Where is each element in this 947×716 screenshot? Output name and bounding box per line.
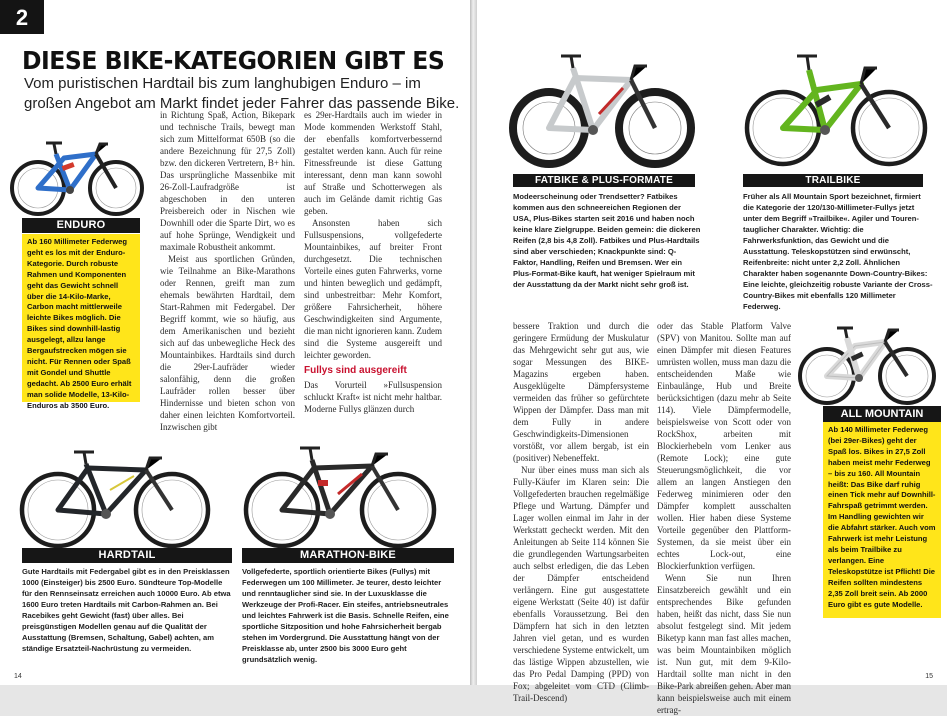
fullys-paragraph: Das Vorurteil »Fullsuspension schluckt Kraft« ist nicht mehr haltbar. Moderne Fullys glänzen durch <box>304 380 442 414</box>
left-column-2 <box>304 109 442 415</box>
enduro-info-box: Ab 160 Millimeter Federweg geht es los mit der Enduro-Kategorie. Durch robuste Rahmen und Komponenten geht das Gewicht schnell über die 14-Kilo-Marke, Carbon macht mittlerweile leichte Bikes möglich. Die Bikes sind downhill-lastig ausgelegt, allzu lange Bergaufstrecken mögen sie nicht. Für Rennen oder Spaß mit Gondel und Shuttle gedacht. Ab 2500 Euro erhält man solide Modelle, 13-Kilo-Enduros ab 3500 Euro. <box>22 234 140 402</box>
allmountain-info-box: Ab 140 Millimeter Federweg (bei 29er-Bikes) geht der Spaß los. Bikes in 27,5 Zoll haben meist mehr Federweg – bis zu 160. All Mountain heißt: Das Bike darf ruhig einen Tick mehr auf Downhill-Fahrspaß getrimmt werden. Im Handling gewichten wir die Abfahrt stärker. Auch vom Fahrwerk ist mehr Leistung als beim Trailbike zu verlangen. Eine Teleskopstütze ist Pflicht! Die Reifen sollten mindestens 2,35 Zoll breit sein. Ab 2000 Euro gibt es gute Modelle. <box>823 422 941 618</box>
right-column-1 <box>513 320 649 704</box>
right-column-2 <box>657 320 791 716</box>
hardtail-description: Gute Hardtails mit Federgabel gibt es in den Preisklassen 1000 (Einsteiger) bis 2500 Euro. Sündteure Top-Modelle für den Rennseinsatz erreichen auch 10000 Euro. Ab etwa 1600 Euro treten Hardtails mit Carbon-Rahmen an. Bei Racebikes geht Gewicht (fast) über alles. Bei preisgünstigen Modellen genau auf die Qualität der Ausstattung (Bremsen, Schaltung, Gabel) achten, am ständige Ersatzteil-Nachrüstung zu vermeiden. <box>22 567 231 653</box>
fullys-subhead: Fullys sind ausgereift <box>304 365 407 376</box>
page-number-left: 14 <box>14 673 22 680</box>
allmountain-bike-image <box>797 316 937 408</box>
right-page <box>477 0 947 715</box>
right-col2-paragraph: Wenn Sie nun Ihren Einsatzbereich gewählt und ein entsprechendes Bike gefunden haben, heißt das nicht, dass Sie nun absolut festgelegt sind. Mit jedem Biketyp kann man fast alles machen, was beim Mountainbiken möglich ist. Nun gut, mit dem 9-Kilo-Hardtail sollte man nicht in den Bike-Park abreißen gehen. Aber man kann beispielsweise auch mit einem ertrag- <box>657 573 791 715</box>
left-col2-paragraph: es 29er-Hardtails auch im wieder in Mode kommenden Werkstoff Stahl, der ebenfalls komfortverbessernd gestaltet werden kann. Auch für reine Fitnessfreunde ist diese Gattung interessant, denn man kann sowohl auf Straße und Schotterwegen als auch im Gelände damit richtig Gas geben. <box>304 110 442 216</box>
fatbike-description: Modeerscheinung oder Trendsetter? Fatbikes kommen aus den schneereichen Regionen der USA, Plus-Bikes starten seit 2016 und haben noch keine klare Zielgruppe. Beiden gemein: die dickeren Reifen (2,8 bis 4,8 Zoll). Fatbikes und Plus-Hardtails sind aber verschieden; Knackpunkte sind: Q-Faktor, Handling, Reifen und Bremsen. Wer ein Plus-Format-Bike kauft, hat weniger Spielraum mit der Ausstattung da der Markt nicht sehr groß ist. <box>513 192 701 289</box>
fatbike-bike-image <box>509 44 695 170</box>
trailbike-bike-image <box>743 44 929 170</box>
enduro-title: ENDURO <box>22 218 140 233</box>
trailbike-title: TRAILBIKE <box>743 174 923 187</box>
right-col2-paragraph: oder das Stable Platform Valve (SPV) von Manitou. Sollte man auf einen Dämpfer mit diesen Features umrüsten wollen, muss man dazu die entscheidenden Maße wie Einbaulänge, Hub und Breite berücksichtigen (dazu mehr ab Seite 114). Viele Dämpfermodelle, beispielsweise von Scott oder von RockShox, arbeiten mit Blockierhebeln vom Lenker aus (Remote Lock); eine gute Steuerungsmöglichkeit, die vor allem an langen Anstiegen den Federweg minimieren oder den Dämpfer komplett ausschalten wollen. Hier haben diese Systeme Vorteile gegenüber den Plattform-Systemen, da sie meist über ein echtes Lock-out, eine Blockierfunktion verfügen. <box>657 321 791 571</box>
fatbike-title: FATBIKE & PLUS-FORMATE <box>513 174 695 187</box>
left-page <box>0 0 470 685</box>
left-col1-paragraph: in Richtung Spaß, Action, Bikepark und technische Trails, bewegt man sich zum Mittelformat 650B (so die andere Bezeichnung für 27,5 Zoll) bzw. den dickeren Vertretern, B+ hin. Das ursprüngliche Massenbike mit 26-Zoll-Laufradgröße ist abgeschoben in den unteren Preisbereich oder in Nischen wie Downhill oder die Sparte Dirt, wo es auf hohe Sprünge, Wendigkeit und maximale Robustheit ankommt. <box>160 110 295 252</box>
trailbike-description: Früher als All Mountain Sport bezeichnet, firmiert die Kategorie der 120/130-Millimeter-Fullys jetzt unter dem Begriff »Trailbike«. Agiler und Touren-tauglicher Charakter. Wichtig: die Fahrwerksfunktion, das Gewicht und die Ausstattung. Teleskopstützen sind erwünscht, Reifenbreite: nicht unter 2,2 Zoll. Ähnlichen Charakter haben sogenannte Down-Country-Bikes: Eine leichte, gleichzeitig robuste Variante der Cross-Country-Bikes mit ebenfalls 120 Millimeter Federweg. <box>743 192 933 311</box>
spine-gutter <box>470 0 477 685</box>
left-column-1 <box>160 109 295 433</box>
section-number: 2 <box>0 0 44 34</box>
allmountain-title: ALL MOUNTAIN <box>823 406 941 422</box>
page-number-right: 15 <box>925 673 933 680</box>
right-col1-paragraph: bessere Traktion und durch die geringere Ermüdung der Muskulatur das Mehrgewicht sehr gut aus, wie sogar Messungen des BIKE-Magazins ergeben haben. Ausgeklügelte Dämpfersysteme vermeiden das früher so gefürchtete Wippen der Dämpfer. Dass man mit dem Fully in andere Geschwindigkeits-Dimensionen vorstößt, vor allem bergab, ist ein (positiver) Nebeneffekt. <box>513 321 649 463</box>
hardtail-bike-image <box>18 440 214 550</box>
enduro-bike-image <box>8 132 146 218</box>
hardtail-title: HARDTAIL <box>22 548 232 563</box>
marathon-bike-image <box>242 438 438 550</box>
lead-text: Vom puristischen Hardtail bis zum langhubigen Enduro – im großen Angebot am Markt findet jeder Fahrer das passende Bike. <box>24 75 460 112</box>
marathon-title: MARATHON-BIKE <box>242 548 454 563</box>
left-col2-paragraph: Ansonsten haben sich Fullsuspensions, vollgefederte Mountainbikes, auf breiter Front durchgesetzt. Die technischen Vorteile eines guten Fahrwerks, vorne und hinten beweglich und gedämpft, sind unbestreitbar: Mehr Komfort, größere Fahrsicherheit, höhere Geschwindigkeiten sind Argumente, die man nicht ignorieren kann. Zudem sind die Systeme ausgereift und leichter geworden. <box>304 218 442 360</box>
marathon-description: Vollgefederte, sportlich orientierte Bikes (Fullys) mit Federwegen um 100 Millimeter. Je teurer, desto leichter und renntauglicher sind sie. In der Luxusklasse die Werkzeuge der Profi-Racer. Ein steifes, antriebsneutrales und leichtes Fahrwerk ist die Basis. Schnelle Reifen, eine sportliche Sitzposition und hohe Fahrsicherheit bergab stehen im Vordergrund. Die Ausstattung hängt von der Preisklasse ab, unter 2500 bis 3000 Euro geht grundsätzlich wenig. <box>242 567 449 664</box>
left-col1-paragraph: Meist aus sportlichen Gründen, wie Teilnahme an Bike-Marathons oder Rennen, greift man zum ehemals bewährten Hardtail, dem Start-Rahmen mit Federgabel. Der Begriff kommt, wie so häufig, aus dem Amerikanischen und bezieht sich auf das unbewegliche Heck des Mountainbikes. Hardtails sind durch die 29er-Laufräder wieder salonfähig, denn die großen Laufräder rollen besser über Hindernisse und bieten schon von daher einen leichten Komfortvorteil. Inzwischen gibt <box>160 254 295 432</box>
right-col1-paragraph: Nur über eines muss man sich als Fully-Käufer im Klaren sein: Die Vollgefederten brauchen regelmäßige Pflege und Wartung. Dämpfer und Lager wollen einmal im Jahr in der Werkstatt gecheckt werden. Mit den Anleitungen ab Seite 114 können Sie die grundlegenden Wartungsarbeiten auch selbst erledigen, die das Leben der Dämpfer entscheidend verlängern. Eine gut ausgestattete eigene Werkstatt (Seite 40) ist dafür ebenfalls Voraussetzung. Bei den Dämpfern hat sich in den letzten Jahren viel getan, und es wurden verschiedene Systeme entwickelt, um das lästige Wippen abzustellen, wie das Pro Pedal Damping (PPD) von Fox; abgeleitet vom CTD (Climb-Trail-Descend) <box>513 465 649 703</box>
headline: DIESE BIKE-KATEGORIEN GIBT ES <box>22 46 445 75</box>
